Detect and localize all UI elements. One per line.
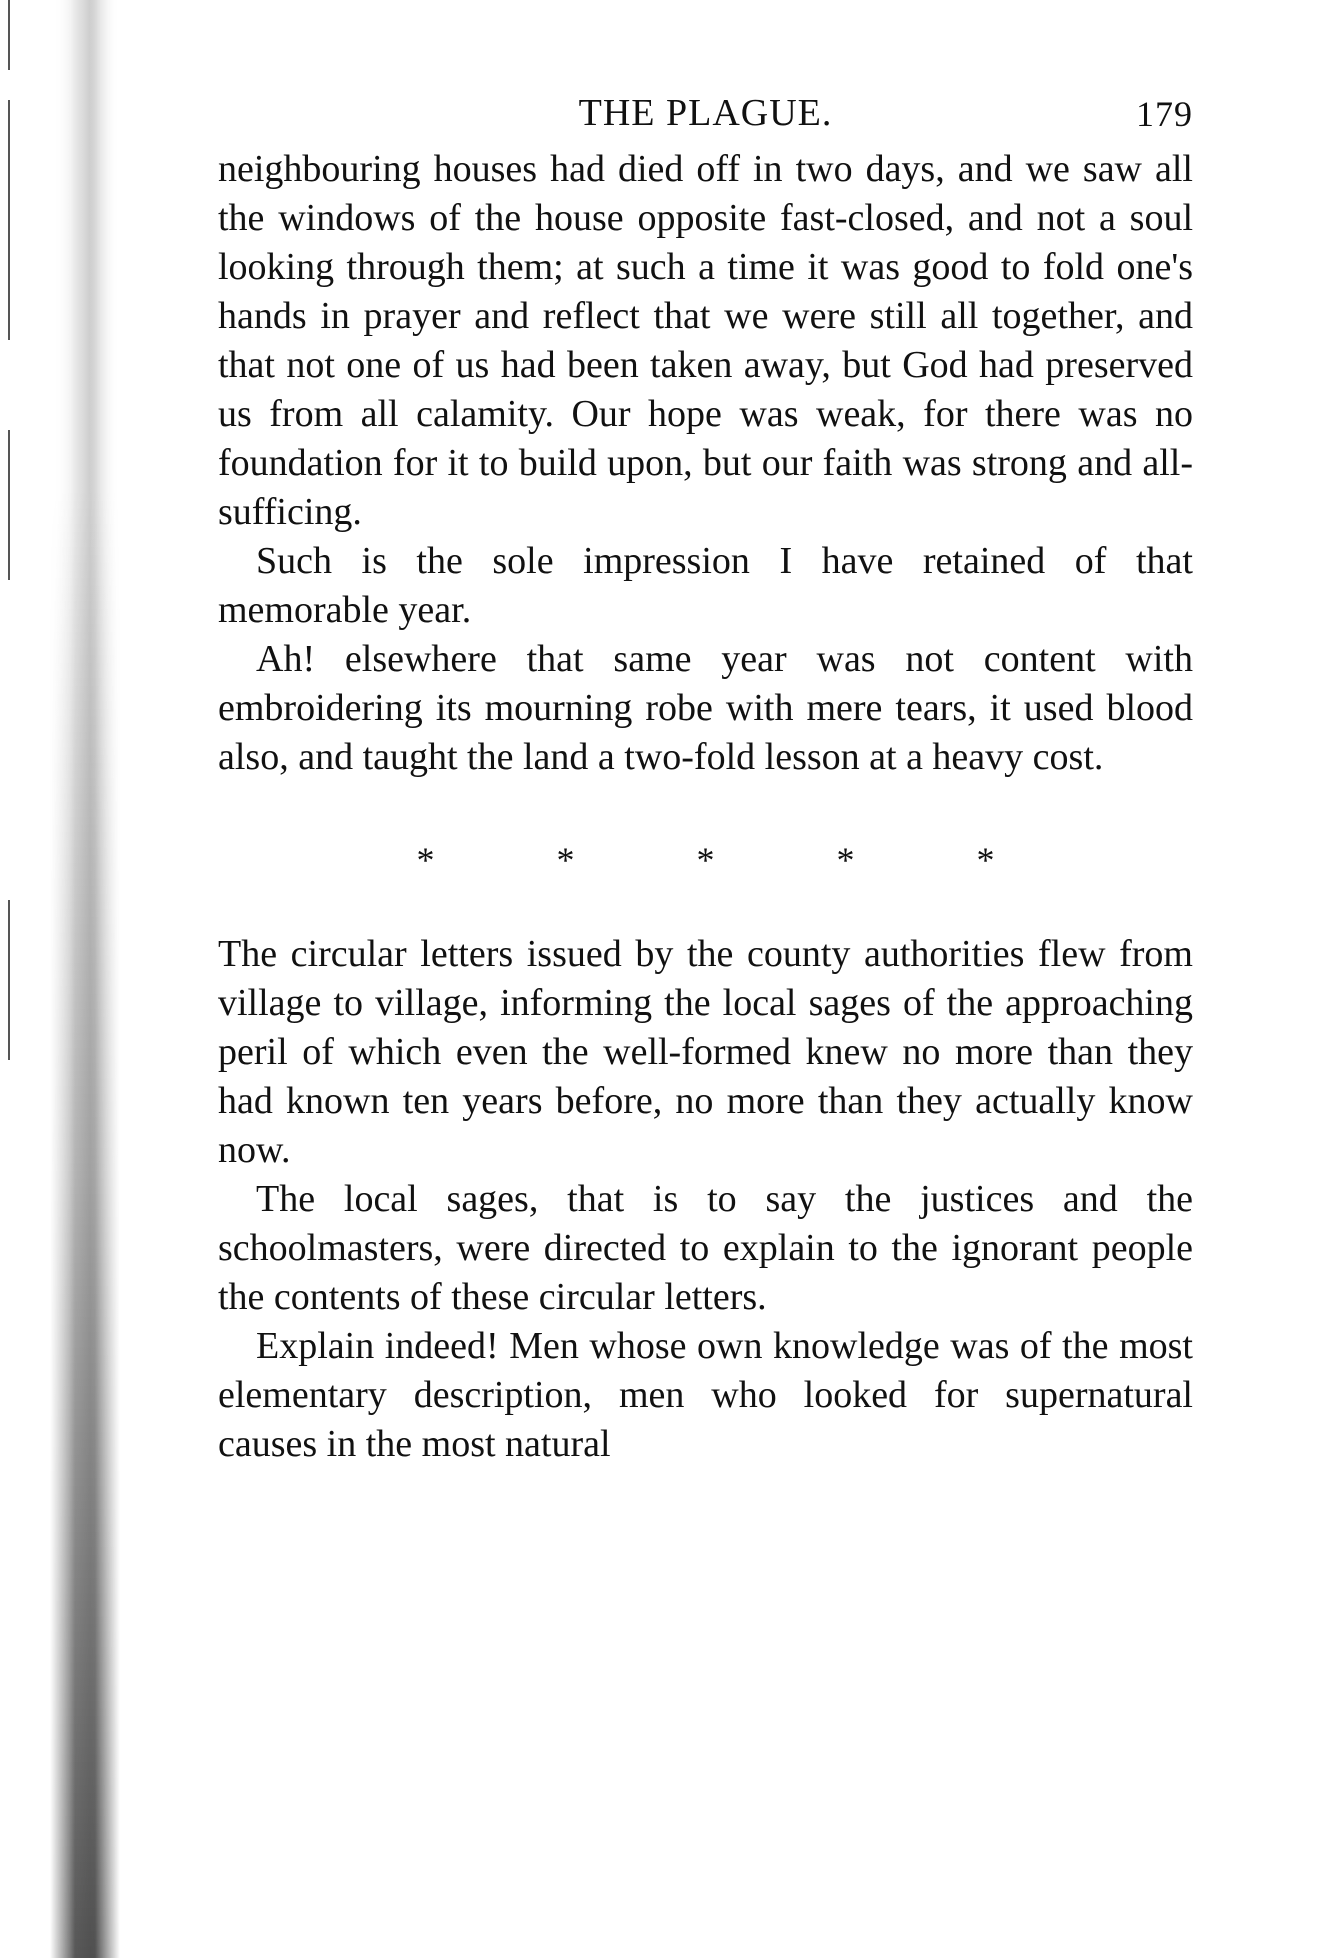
page-edge-line [8,0,10,70]
paragraph: Such is the sole impression I have retained of that memorable year. [218,540,1193,631]
paragraph: Explain indeed! Men whose own knowledge was of the most elementary description, men who looked for supernatural causes in the most natural [218,1325,1193,1465]
running-head [218,85,1193,145]
page-edge-line [8,430,10,580]
section-separator [218,840,1193,880]
separator-asterisk: * [556,840,575,880]
paragraph: neighbouring houses had died off in two days, and we saw all the windows of the house opposite fast-closed, and not a soul looking through them; at such a time it was good to fold one's hands in prayer and reflect that we were still all together, and that not one of us had been taken away, but God had preserved us from all calamity. Our hope was weak, for there was no foundation for it to build upon, but our faith was strong and all-sufficing. [218,148,1193,533]
page-edge-line [8,100,10,340]
chapter-title: THE PLAGUE. [578,92,833,134]
separator-asterisk: * [696,840,715,880]
separator-asterisk: * [836,840,855,880]
separator-asterisk: * [416,840,435,880]
book-page [218,85,1193,1469]
paragraph: The local sages, that is to say the justices and the schoolmasters, were directed to explain to the ignorant people the contents of these circular letters. [218,1178,1193,1318]
binding-gutter-shadow [0,0,120,1958]
page-edge-line [8,900,10,1060]
page-number: 179 [1136,94,1193,134]
separator-asterisk: * [976,840,995,880]
paragraph: The circular letters issued by the county authorities flew from village to village, informing the local sages of the approaching peril of which even the well-formed knew no more than they had known ten years before, no more than they actually know now. [218,933,1193,1171]
paragraph: Ah! elsewhere that same year was not content with embroidering its mourning robe with mere tears, it used blood also, and taught the land a two-fold lesson at a heavy cost. [218,638,1193,778]
body-text [218,145,1193,1469]
